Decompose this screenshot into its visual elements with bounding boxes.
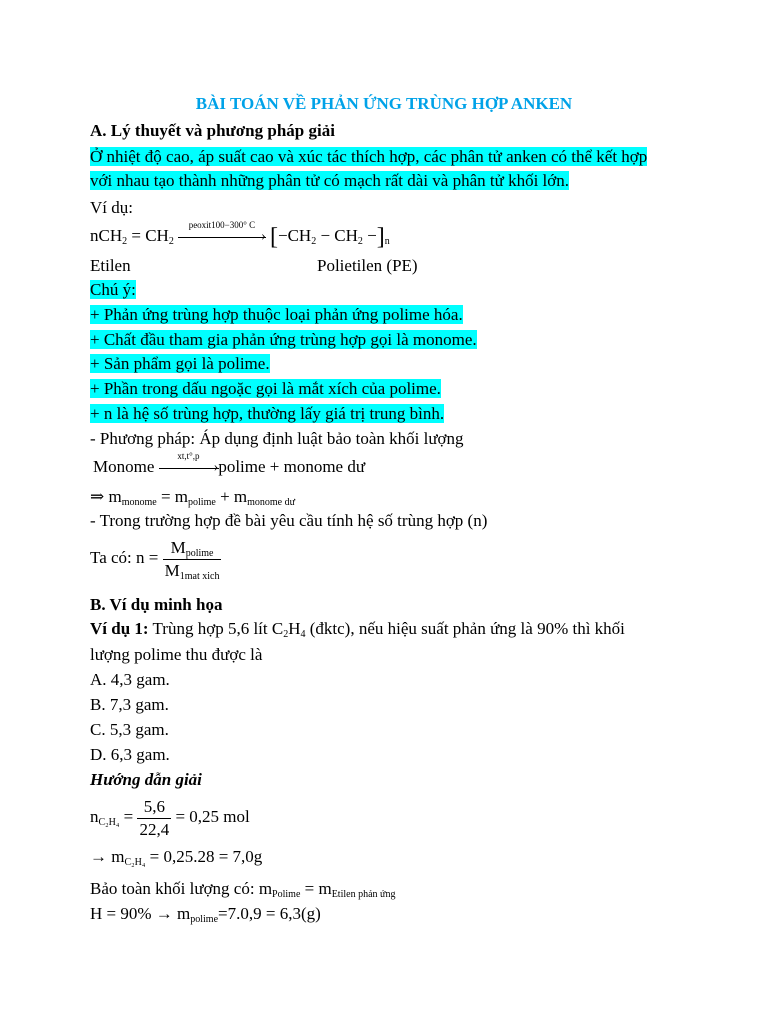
note-item [90, 353, 270, 375]
note-text: + Phần trong dấu ngoặc gọi là mắt xích của polime. [90, 379, 441, 398]
sol1-numerator: 5,6 [137, 796, 171, 819]
numerator-sub: polime [185, 547, 214, 559]
monome-label: Monome [93, 457, 155, 476]
solution-step-4 [90, 903, 321, 925]
mass-arrow: ⇒ m [90, 487, 122, 506]
reaction-left: nCH [90, 226, 123, 245]
bracket-close: ] [376, 224, 385, 250]
polietilen-label: Polietilen (PE) [317, 256, 418, 275]
option-b: B. 7,3 gam. [90, 695, 169, 714]
reaction-sub: 2 [168, 236, 174, 247]
denominator-sub: 1mat xich [179, 570, 220, 582]
monome-arrow [159, 451, 219, 479]
monome-condition: xt,t°,p [177, 451, 200, 461]
reaction-monome [93, 451, 366, 479]
sol1-n: n [90, 807, 99, 826]
sol3-sub: Polime [272, 889, 301, 900]
example-1-sub: 4 [300, 629, 306, 640]
example-1-line-2: lượng polime thu được là [90, 645, 263, 664]
example-1-line-1 [90, 618, 625, 640]
sol1-sub: C₂H₄ [98, 817, 120, 828]
sol2-result: = 0,25.28 = 7,0g [145, 847, 263, 866]
bracket-open: [ [270, 224, 278, 250]
example-1-text-a: Trùng hợp 5,6 lít C [148, 619, 284, 638]
reaction-sub: 2 [357, 236, 363, 247]
mass-plus: + m [215, 487, 248, 506]
formula-prefix: Ta có: n = [90, 548, 163, 567]
mass-equation [90, 486, 295, 508]
intro-line-2 [90, 170, 569, 192]
case-text: - Trong trường hợp đề bài yêu cầu tính hệ số trùng hợp (n) [90, 511, 488, 530]
sol4-rest: =7.0,9 = 6,3(g) [218, 904, 321, 923]
sol2-arrow: → m [90, 847, 125, 866]
monome-products: polime + monome dư [218, 457, 366, 476]
example-1-text-b: (đktc), nếu hiệu suất phản ứng là 90% thì khối [305, 619, 625, 638]
note-item [90, 304, 463, 326]
reaction-n: n [384, 236, 390, 247]
reaction-sub: 2 [311, 236, 317, 247]
document-title: BÀI TOÁN VỀ PHẢN ỨNG TRÙNG HỢP ANKEN [195, 94, 573, 113]
mass-sub: monome [121, 497, 157, 508]
option-c: C. 5,3 gam. [90, 720, 169, 739]
intro-highlight-2: với nhau tạo thành những phân tử có mạch rất dài và phân tử khối lớn. [90, 171, 570, 190]
example-1-label: Ví dụ 1: [90, 619, 149, 638]
reaction-eq: = CH [127, 226, 169, 245]
sol3-eq: = m [300, 879, 332, 898]
reaction-polymerization [90, 220, 390, 250]
note-item [90, 378, 441, 400]
solution-step-1: $n_{C_2H_4}$ = $\frac{5,6}{22,4}$ = 0,25 mol [90, 796, 250, 839]
note-item [90, 403, 444, 425]
sol3-text: Bảo toàn khối lượng có: m [90, 879, 273, 898]
intro-line-1 [90, 146, 647, 168]
sol3-sub: Etilen phản ứng [331, 889, 396, 900]
sol4-sub: polime [190, 914, 219, 925]
guide-heading: Hướng dẫn giải [90, 770, 202, 789]
intro-highlight-1: Ở nhiệt độ cao, áp suất cao và xúc tác thích hợp, các phân tử anken có thể kết hợp [90, 147, 648, 166]
reaction-condition: peoxit100−300° C [188, 220, 256, 230]
fraction-denominator [163, 560, 222, 582]
etilen-label: Etilen [90, 256, 131, 275]
note-title-highlight: Chú ý: [90, 280, 136, 299]
mass-eq: = m [156, 487, 189, 506]
denominator-m: M [164, 560, 180, 580]
reaction-mid: − CH [316, 226, 358, 245]
reaction-right: −CH [278, 226, 312, 245]
arrow-right-icon: › [213, 460, 219, 476]
section-b-heading: B. Ví dụ minh họa [90, 595, 223, 614]
numerator-m: M [170, 537, 186, 557]
sol2-sub: C₂H₄ [124, 857, 146, 868]
formula-n [90, 534, 221, 582]
solution-step-3 [90, 878, 395, 900]
note-text: + Sản phẩm gọi là polime. [90, 354, 270, 373]
sol1-fraction [137, 796, 171, 841]
fraction-numerator [163, 537, 222, 560]
reaction-sub: 2 [122, 236, 128, 247]
note-text: + Chất đầu tham gia phản ứng trùng hợp gọi là monome. [90, 330, 477, 349]
example-1-h: H [288, 619, 301, 638]
option-a: A. 4,3 gam. [90, 670, 170, 689]
mass-sub: polime [188, 497, 216, 508]
note-text: + n là hệ số trùng hợp, thường lấy giá trị trung bình. [90, 404, 445, 423]
solution-step-2 [90, 846, 262, 868]
arrow-right-icon: › [261, 229, 266, 245]
method-text: - Phương pháp: Áp dụng định luật bảo toàn khối lượng [90, 429, 464, 448]
mass-sub: monome dư [247, 497, 296, 508]
note-title [90, 279, 136, 301]
note-item [90, 329, 477, 351]
note-text: + Phản ứng trùng hợp thuộc loại phản ứng polime hóa. [90, 305, 463, 324]
sol1-result: = 0,25 mol [171, 807, 250, 826]
example-label: Ví dụ: [90, 198, 133, 217]
reaction-arrow [178, 220, 266, 248]
formula-fraction [163, 537, 222, 582]
reaction-end: − [362, 226, 377, 245]
section-a-heading: A. Lý thuyết và phương pháp giải [90, 121, 335, 140]
example-1-sub: 2 [283, 629, 289, 640]
sol1-denominator: 22,4 [139, 819, 170, 839]
option-d: D. 6,3 gam. [90, 745, 170, 764]
sol4-text: H = 90% → m [90, 904, 191, 923]
